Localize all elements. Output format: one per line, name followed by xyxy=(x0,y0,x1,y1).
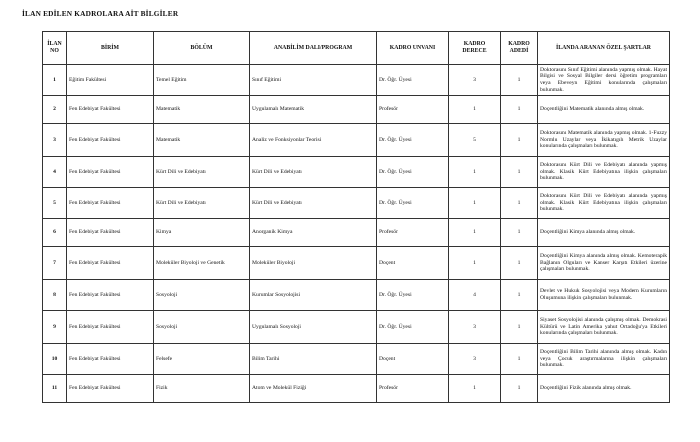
cell-derece: 4 xyxy=(449,280,501,311)
cell-anabilim: Kürt Dili ve Edebiyatı xyxy=(250,188,377,219)
cell-sartlar: Doçentliğini Matematik alanında almış olmak. xyxy=(538,96,670,124)
cell-sartlar: Doçentliğini Bilim Tarihi alanında almış olmak. Kadın veya Çocuk araştırmalarına ilişkin çalışmaları bulunmak. xyxy=(538,344,670,375)
cell-adet: 1 xyxy=(501,188,538,219)
cell-anabilim: Anorganik Kimya xyxy=(250,219,377,247)
cell-adet: 1 xyxy=(501,65,538,96)
cell-birim: Fen Edebiyat Fakültesi xyxy=(67,247,154,280)
header-adet: KADRO ADEDİ xyxy=(501,32,538,65)
cell-derece: 1 xyxy=(449,96,501,124)
header-sartlar: İLANDA ARANAN ÖZEL ŞARTLAR xyxy=(538,32,670,65)
table-row xyxy=(43,124,670,157)
cell-unvan: Doçent xyxy=(377,344,449,375)
cell-birim: Fen Edebiyat Fakültesi xyxy=(67,157,154,188)
cell-birim: Fen Edebiyat Fakültesi xyxy=(67,311,154,344)
table-row xyxy=(43,311,670,344)
cell-ilan-no: 7 xyxy=(43,247,67,280)
cell-birim: Fen Edebiyat Fakültesi xyxy=(67,124,154,157)
table-row xyxy=(43,96,670,124)
cell-bolum: Temel Eğitim xyxy=(154,65,250,96)
header-birim: BİRİM xyxy=(67,32,154,65)
cell-anabilim: Bilim Tarihi xyxy=(250,344,377,375)
cell-sartlar: Doktorasını Sınıf Eğitimi alanında yapmış olmak. Hayat Bilgisi ve Sosyal Bilgiler dersi öğretim programları veya Ebeveyn Eğitimi konularında çalışmaları bulunmak. xyxy=(538,65,670,96)
cell-unvan: Dr. Öğr. Üyesi xyxy=(377,188,449,219)
cell-anabilim: Kürt Dili ve Edebiyatı xyxy=(250,157,377,188)
cell-adet: 1 xyxy=(501,96,538,124)
cell-birim: Fen Edebiyat Fakültesi xyxy=(67,188,154,219)
cell-anabilim: Sınıf Eğitimi xyxy=(250,65,377,96)
cell-sartlar: Doçentliğini Fizik alanında almış olmak. xyxy=(538,375,670,403)
header-anabilim: ANABİLİM DALI/PROGRAM xyxy=(250,32,377,65)
cell-adet: 1 xyxy=(501,157,538,188)
header-ilan-no: İLAN NO xyxy=(43,32,67,65)
cell-ilan-no: 2 xyxy=(43,96,67,124)
cell-sartlar: Doktorasını Kürt Dili ve Edebiyatı alanında yapmış olmak. Klasik Kürt Edebiyatına ilişkin çalışmaları bulunmak. xyxy=(538,188,670,219)
cell-ilan-no: 5 xyxy=(43,188,67,219)
cell-birim: Fen Edebiyat Fakültesi xyxy=(67,219,154,247)
cell-anabilim: Kurumlar Sosyolojisi xyxy=(250,280,377,311)
cell-adet: 1 xyxy=(501,247,538,280)
cell-adet: 1 xyxy=(501,344,538,375)
cell-ilan-no: 8 xyxy=(43,280,67,311)
cell-sartlar: Devlet ve Hukuk Sosyolojisi veya Modern Kurumların Oluşumuna ilişkin çalışmaları bulunmak. xyxy=(538,280,670,311)
cell-anabilim: Atom ve Molekül Fiziği xyxy=(250,375,377,403)
table-row xyxy=(43,280,670,311)
cell-birim: Eğitim Fakültesi xyxy=(67,65,154,96)
cell-ilan-no: 3 xyxy=(43,124,67,157)
cell-bolum: Fizik xyxy=(154,375,250,403)
header-unvan: KADRO UNVANI xyxy=(377,32,449,65)
cell-birim: Fen Edebiyat Fakültesi xyxy=(67,375,154,403)
cell-ilan-no: 4 xyxy=(43,157,67,188)
cell-bolum: Felsefe xyxy=(154,344,250,375)
table-row xyxy=(43,65,670,96)
cell-ilan-no: 9 xyxy=(43,311,67,344)
cell-ilan-no: 10 xyxy=(43,344,67,375)
cell-sartlar: Doktorasını Kürt Dili ve Edebiyatı alanında yapmış olmak. Klasik Kürt Edebiyatına ilişkin çalışmaları bulunmak. xyxy=(538,157,670,188)
table-row xyxy=(43,188,670,219)
cell-bolum: Kimya xyxy=(154,219,250,247)
cell-anabilim: Uygulamalı Matematik xyxy=(250,96,377,124)
cell-sartlar: Siyaset Sosyolojisi alanında çalışmış olmak. Demokrasi Kültürü ve Latin Amerika yahut Ortadoğu'ya Etkileri konularında çalışmaları bulunmak. xyxy=(538,311,670,344)
cell-adet: 1 xyxy=(501,375,538,403)
cell-derece: 1 xyxy=(449,375,501,403)
cell-anabilim: Moleküler Biyoloji xyxy=(250,247,377,280)
cell-derece: 1 xyxy=(449,188,501,219)
table-row xyxy=(43,219,670,247)
cell-derece: 1 xyxy=(449,157,501,188)
cell-bolum: Kürt Dili ve Edebiyatı xyxy=(154,188,250,219)
cell-derece: 5 xyxy=(449,124,501,157)
cell-sartlar: Doçentliğini Kimya alanında almış olmak. Kemoterapik Bağlanın Olguları ve Kanser Karşıtı Etkileri üzerine çalışmaları bulunmak. xyxy=(538,247,670,280)
cell-derece: 1 xyxy=(449,219,501,247)
table-row xyxy=(43,375,670,403)
cell-unvan: Dr. Öğr. Üyesi xyxy=(377,280,449,311)
cell-sartlar: Doktorasını Matematik alanında yapmış olmak. 1-Fuzzy Normlu Uzaylar veya İkikatıgılı Metrik Uzaylar konularında çalışmaları bulunmak. xyxy=(538,124,670,157)
cell-unvan: Dr. Öğr. Üyesi xyxy=(377,311,449,344)
cell-ilan-no: 6 xyxy=(43,219,67,247)
cell-adet: 1 xyxy=(501,311,538,344)
table-header-row xyxy=(43,32,670,65)
cell-adet: 1 xyxy=(501,219,538,247)
cell-birim: Fen Edebiyat Fakültesi xyxy=(67,96,154,124)
positions-table xyxy=(42,31,670,403)
cell-sartlar: Doçentliğini Kimya alanında almış olmak. xyxy=(538,219,670,247)
cell-ilan-no: 11 xyxy=(43,375,67,403)
cell-birim: Fen Edebiyat Fakültesi xyxy=(67,344,154,375)
cell-anabilim: Analiz ve Fonksiyonlar Teorisi xyxy=(250,124,377,157)
cell-derece: 3 xyxy=(449,344,501,375)
cell-derece: 1 xyxy=(449,247,501,280)
cell-unvan: Doçent xyxy=(377,247,449,280)
cell-unvan: Dr. Öğr. Üyesi xyxy=(377,124,449,157)
page-title: İLAN EDİLEN KADROLARA AİT BİLGİLER xyxy=(22,9,179,18)
cell-unvan: Profesör xyxy=(377,375,449,403)
cell-bolum: Kürt Dili ve Edebiyatı xyxy=(154,157,250,188)
header-bolum: BÖLÜM xyxy=(154,32,250,65)
cell-bolum: Matematik xyxy=(154,124,250,157)
cell-bolum: Matematik xyxy=(154,96,250,124)
table-row xyxy=(43,247,670,280)
cell-birim: Fen Edebiyat Fakültesi xyxy=(67,280,154,311)
cell-ilan-no: 1 xyxy=(43,65,67,96)
cell-bolum: Sosyoloji xyxy=(154,311,250,344)
cell-adet: 1 xyxy=(501,124,538,157)
cell-derece: 3 xyxy=(449,65,501,96)
cell-unvan: Profesör xyxy=(377,219,449,247)
table-row xyxy=(43,157,670,188)
cell-adet: 1 xyxy=(501,280,538,311)
cell-unvan: Dr. Öğr. Üyesi xyxy=(377,65,449,96)
cell-unvan: Dr. Öğr. Üyesi xyxy=(377,157,449,188)
cell-unvan: Profesör xyxy=(377,96,449,124)
cell-bolum: Sosyoloji xyxy=(154,280,250,311)
cell-derece: 3 xyxy=(449,311,501,344)
cell-anabilim: Uygulamalı Sosyoloji xyxy=(250,311,377,344)
header-derece: KADRO DERECE xyxy=(449,32,501,65)
table-row xyxy=(43,344,670,375)
cell-bolum: Moleküler Biyoloji ve Genetik xyxy=(154,247,250,280)
